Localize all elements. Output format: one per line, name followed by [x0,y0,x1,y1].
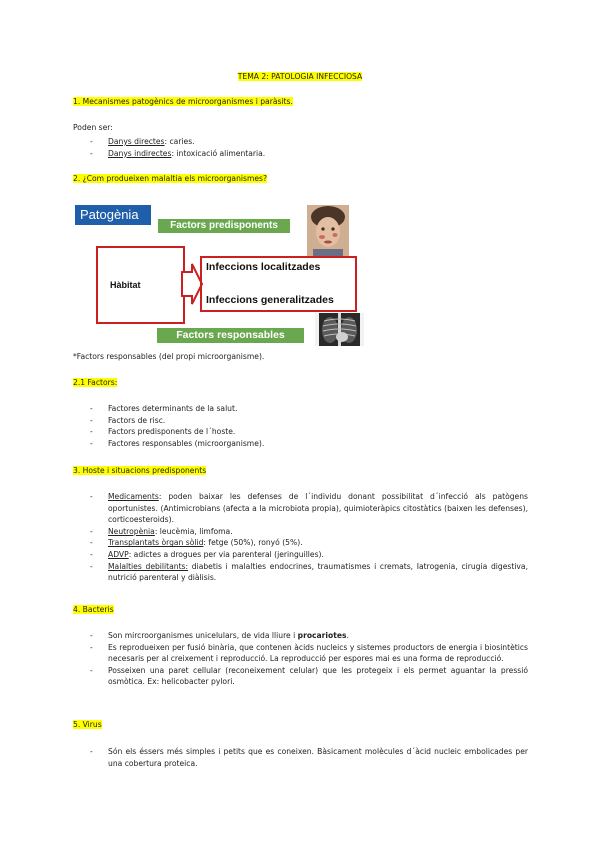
list-item: - Factors predisponents de l´hoste. [90,426,528,438]
section-4-heading [73,605,114,614]
item-term: Malalties debilitants: [108,561,189,571]
list-item: - Posseixen una paret cellular (reconeixement celular) que les protegeix i els permet aguantar la pressió osmòtica. Ex: helicobacter pylori. [90,665,528,688]
list-item [90,136,528,148]
patogenia-label-box [75,205,151,225]
item-term: Danys indirectes [108,148,172,158]
section-4-list [90,630,528,688]
list-item [90,537,528,549]
item-text: : caries. [164,137,195,146]
section-3-list [90,491,528,584]
infeccions-localitzades-label: Infeccions localitzades [206,261,321,273]
item-text: : fetge (50%), ronyó (5%). [203,538,303,548]
section-1-intro: Poden ser: [73,123,113,132]
list-item: - Factores determinants de la salut. [90,403,528,415]
document-title [0,72,600,81]
list-item [90,561,528,584]
document-title-text: TEMA 2: PATOLOGIA INFECCIOSA [237,72,363,81]
item-text: Son mircroorganismes unicelulars, de vida lliure i [108,631,298,640]
item-text-end: . [346,631,349,640]
section-1-list [90,136,528,159]
list-item [90,148,528,160]
item-term: Medicaments [108,492,159,501]
list-item: - Es reprodueixen per fusió binària, que contenen àcids nucleics y sistemes productors de energia i biosintètics necesaris per al creixement i reproducció. La reproducció per espores mai es una forma de reproducció. [90,642,528,665]
item-text: : leucèmia, limfoma. [154,526,233,536]
section-2-heading-text: 2. ¿Com produeixen malaltia els microorganismes? [73,174,267,183]
item-text: diabetis i malalties endocrines, traumatismes i cremats, Iatrogenia, cirugia digestiva, nutrició parenteral y diàlisis. [108,561,528,583]
item-term: ADVP [108,549,129,559]
item-text: : intoxicació alimentaria. [171,148,266,158]
item-term: Neutropènia [108,526,155,536]
section-4-heading-text: 4. Bacteris [73,605,114,614]
habitat-label: Hàbitat [110,280,141,290]
list-item: - Factors de risc. [90,415,528,427]
infeccions-generalitzades-label: Infeccions generalitzades [206,294,334,306]
child-photo-icon [307,205,349,256]
section-2-1-list [90,403,528,449]
section-1-heading-text: 1. Mecanismes patogènics de microorganismes i paràsits. [73,97,293,106]
section-5-heading-text: 5. Virus [73,720,102,729]
list-item: - Són els éssers més simples i petits que es coneixen. Bàsicament molècules d´àcid nucleic embolicades per una cobertura proteica. [90,746,528,769]
section-3-heading [73,466,206,475]
list-item [90,549,528,561]
section-3-heading-text: 3. Hoste i situacions predisponents [73,466,207,475]
section-2-1-heading [73,378,117,387]
section-1-heading [73,97,293,106]
item-bold-term: procariotes [297,631,347,640]
list-item [90,630,528,642]
section-2-heading [73,174,267,183]
item-text: : adictes a drogues per via parenteral (jeringuilles). [128,549,324,559]
list-item [90,491,528,526]
chest-xray-image [315,313,364,346]
factors-responsables-banner: Factors responsables [157,328,304,343]
item-term: Danys directes [108,137,165,146]
factors-predisponents-banner: Factors predisponents [158,219,290,233]
factors-note: *Factors responsables (del propi microorganisme). [73,352,265,361]
list-item: - Factores responsables (microorganisme). [90,438,528,450]
section-2-1-heading-text: 2.1 Factors: [73,378,118,387]
item-term: Transplantats òrgan sòlid [108,538,204,548]
child-photo [307,205,349,256]
chest-xray-icon [315,313,364,346]
list-item [90,526,528,538]
patogenia-label: Patogènia [80,207,139,222]
section-5-list [90,746,528,769]
section-5-heading [73,720,102,729]
item-text: : poden baixar les defenses de l´individu donant possibilitat d´infecció als patògens oportunistes. (Antimicrobians (afecta a la microbiota propia), quimioteràpics citostàtics (baixen les defenses), corticoesteroids). [108,492,528,525]
